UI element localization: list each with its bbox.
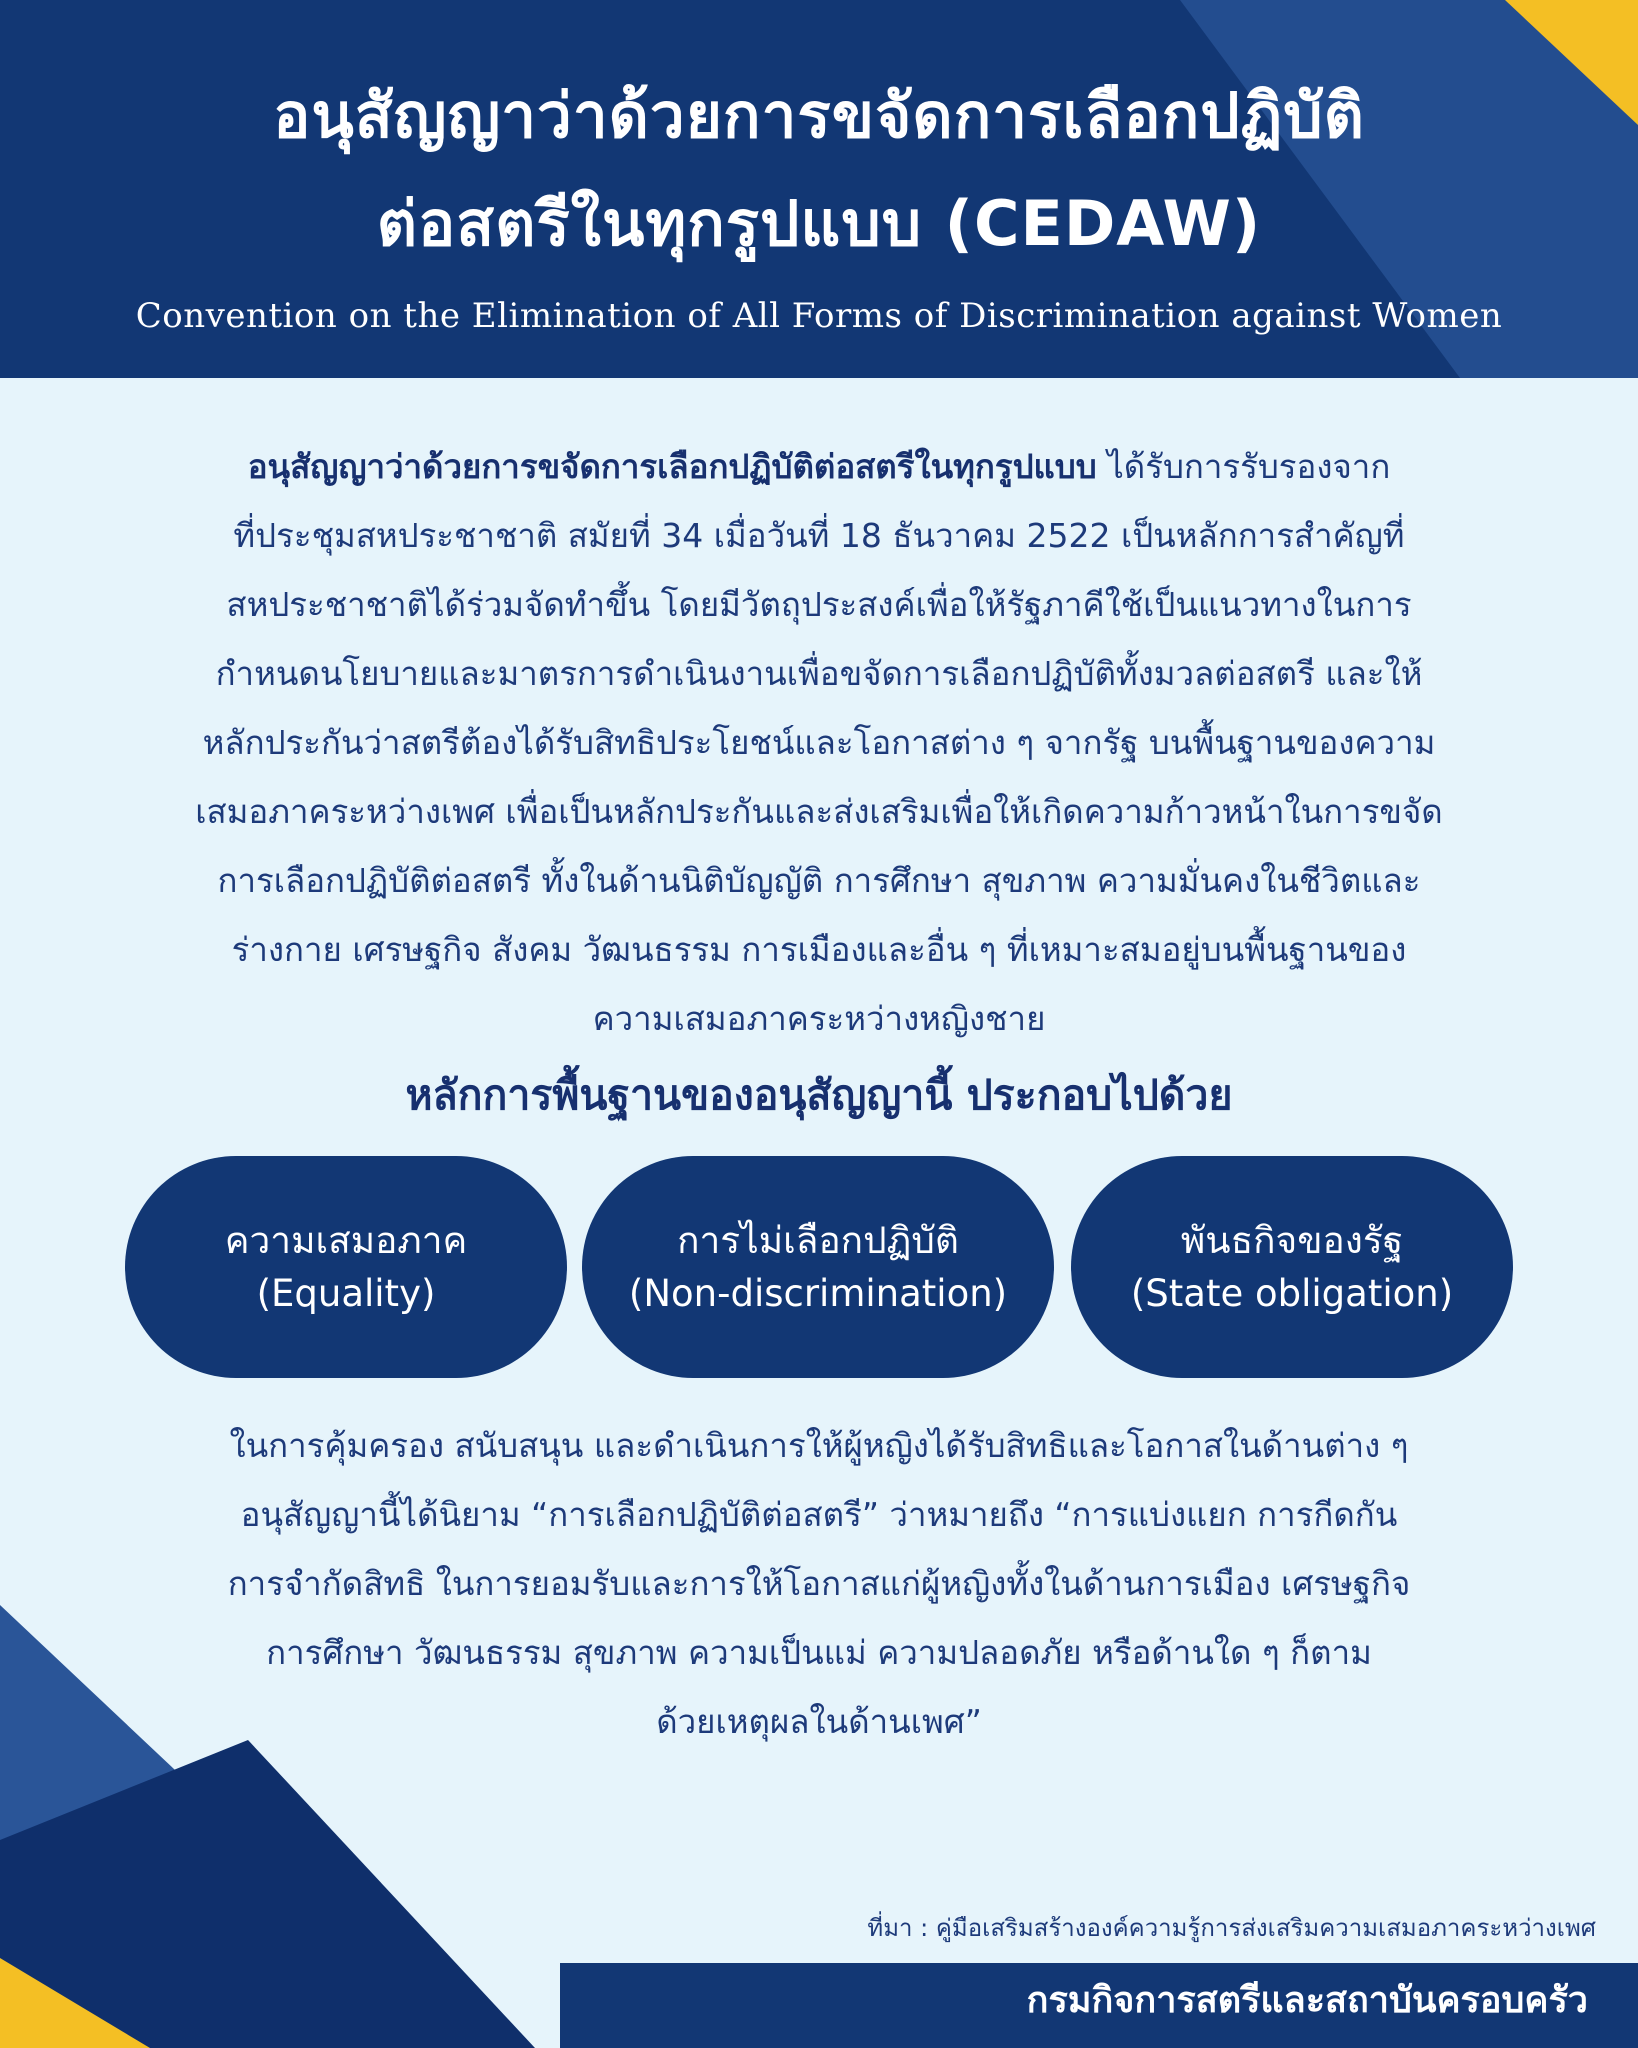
intro-line-4: กำหนดนโยบายและมาตรการดำเนินงานเพื่อขจัดการเลือกปฏิบัติทั้งมวลต่อสตรี และให้: [215, 654, 1423, 693]
intro-line-8: ร่างกาย เศรษฐกิจ สังคม วัฒนธรรม การเมืองและอื่น ๆ ที่เหมาะสมอยู่บนพื้นฐานของ: [231, 930, 1407, 969]
title-line-1: อนุสัญญาว่าด้วยการขจัดการเลือกปฏิบัติ: [273, 79, 1365, 152]
principle-equality-thai: ความเสมอภาค: [224, 1219, 468, 1262]
principle-non-discrimination: [582, 1156, 1054, 1378]
principles-heading: หลักการพื้นฐานของอนุสัญญานี้ ประกอบไปด้วย: [405, 1071, 1233, 1119]
definition-line-5: ด้วยเหตุผลในด้านเพศ”: [656, 1702, 982, 1741]
intro-line-2: ที่ประชุมสหประชาชาติ สมัยที่ 34 เมื่อวันที่ 18 ธันวาคม 2522 เป็นหลักการสำคัญที่: [233, 516, 1405, 555]
definition-line-1: ในการคุ้มครอง สนับสนุน และดำเนินการให้ผู้หญิงได้รับสิทธิและโอกาสในด้านต่าง ๆ: [229, 1426, 1409, 1465]
page-title: [40, 62, 1598, 278]
intro-line-7: การเลือกปฏิบัติต่อสตรี ทั้งในด้านนิติบัญญัติ การศึกษา สุขภาพ ความมั่นคงในชีวิตและ: [217, 861, 1421, 900]
principle-state-obligation-thai: พันธกิจของรัฐ: [1180, 1219, 1404, 1262]
principle-non-discrimination-thai: การไม่เลือกปฏิบัติ: [677, 1219, 959, 1262]
intro-line-9: ความเสมอภาคระหว่างหญิงชาย: [592, 999, 1046, 1038]
source-citation: [867, 1910, 1596, 1946]
definition-line-2: อนุสัญญานี้ได้นิยาม “การเลือกปฏิบัติต่อสตรี” ว่าหมายถึง “การแบ่งแยก การกีดกัน: [240, 1495, 1398, 1534]
definition-paragraph: [60, 1411, 1578, 1756]
footer-organization: กรมกิจการสตรีและสถาบันครอบครัว: [1026, 1980, 1588, 2021]
intro-paragraph: [60, 432, 1578, 1053]
definition-line-4: การศึกษา วัฒนธรรม สุขภาพ ความเป็นแม่ ความปลอดภัย หรือด้านใด ๆ ก็ตาม: [266, 1633, 1372, 1672]
principle-equality-english: (Equality): [256, 1272, 436, 1315]
principle-non-discrimination-english: (Non-discrimination): [628, 1272, 1008, 1315]
intro-line-5: หลักประกันว่าสตรีต้องได้รับสิทธิประโยชน์และโอกาสต่าง ๆ จากรัฐ บนพื้นฐานของความ: [202, 723, 1436, 762]
page-subtitle: Convention on the Elimination of All Forms of Discrimination against Women: [135, 296, 1503, 336]
intro-bold-lead: อนุสัญญาว่าด้วยการขจัดการเลือกปฏิบัติต่อสตรีในทุกรูปแบบ: [247, 447, 1097, 486]
principle-equality: [125, 1156, 567, 1378]
intro-line-3: สหประชาชาติได้ร่วมจัดทำขึ้น โดยมีวัตถุประสงค์เพื่อให้รัฐภาคีใช้เป็นแนวทางในการ: [226, 585, 1412, 624]
source-label: ที่มา :: [867, 1914, 936, 1942]
intro-line-6: เสมอภาคระหว่างเพศ เพื่อเป็นหลักประกันและส่งเสริมเพื่อให้เกิดความก้าวหน้าในการขจัด: [195, 792, 1443, 831]
source-text: คู่มือเสริมสร้างองค์ความรู้การส่งเสริมความเสมอภาคระหว่างเพศ: [935, 1914, 1596, 1942]
title-line-2: ต่อสตรีในทุกรูปแบบ (CEDAW): [376, 187, 1262, 260]
intro-line-1-rest: ได้รับการรับรองจาก: [1096, 447, 1391, 486]
principle-state-obligation: [1071, 1156, 1513, 1378]
definition-line-3: การจำกัดสิทธิ ในการยอมรับและการให้โอกาสแก่ผู้หญิงทั้งในด้านการเมือง เศรษฐกิจ: [227, 1564, 1411, 1603]
principle-state-obligation-english: (State obligation): [1130, 1272, 1454, 1315]
